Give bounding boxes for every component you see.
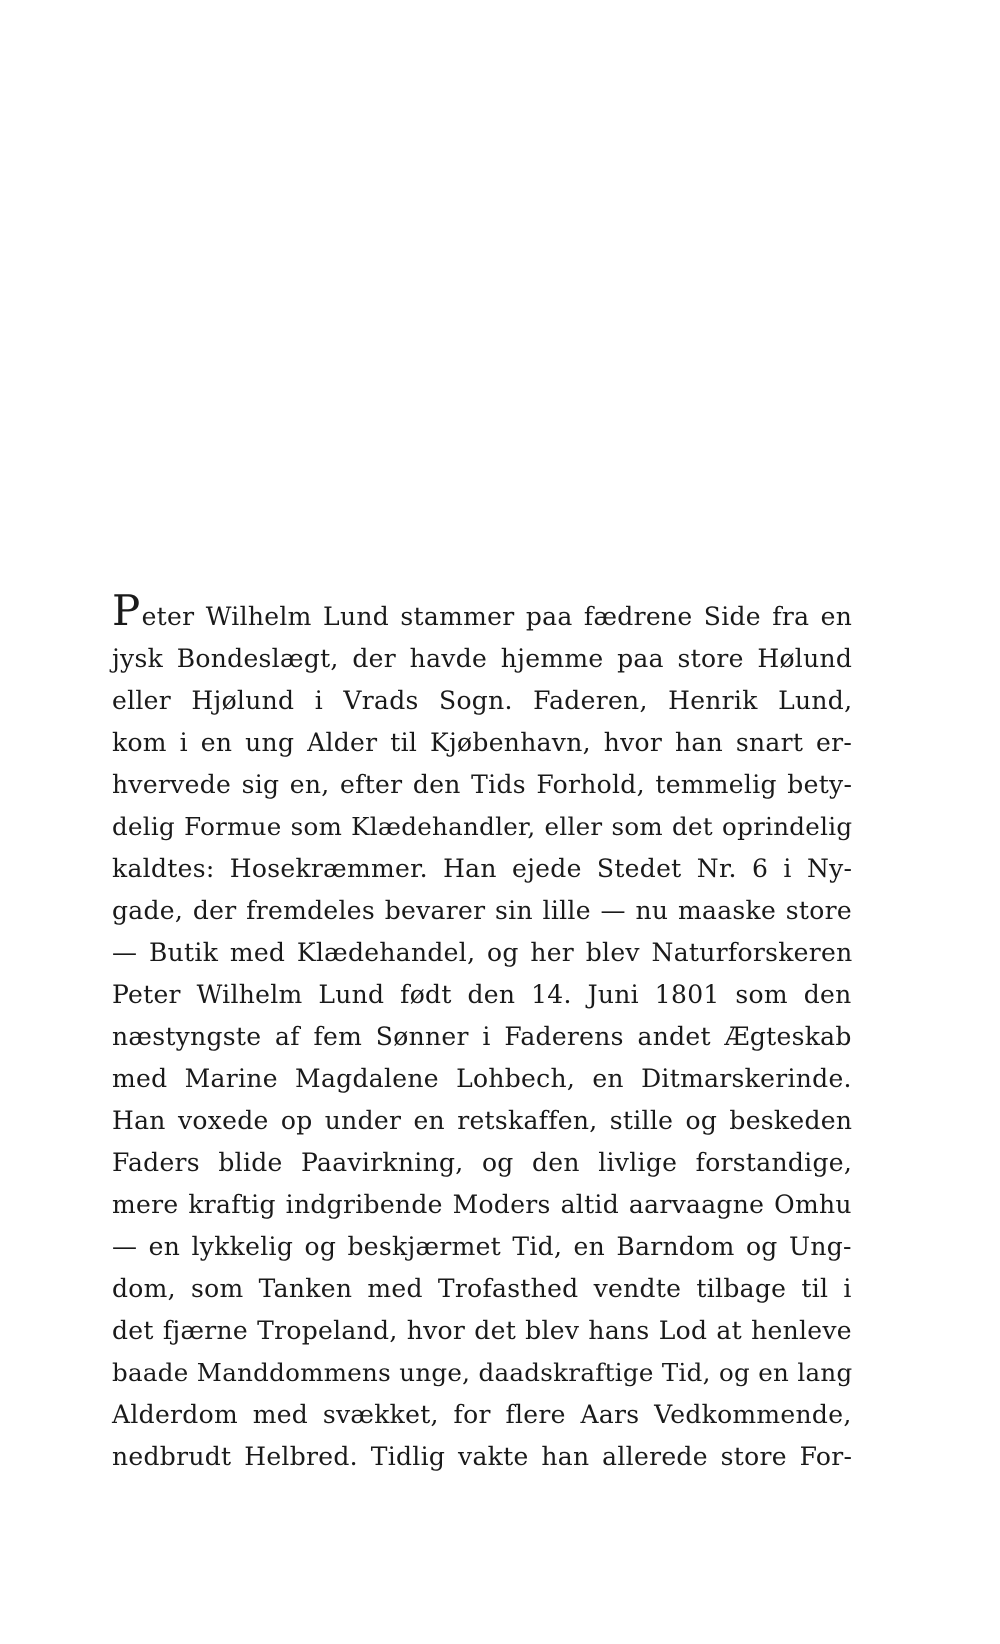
text-line: — en lykkelig og beskjærmet Tid, en Barndom og Ung-: [112, 1232, 852, 1261]
body-text: [112, 586, 853, 1478]
text-line: næstyngste af fem Sønner i Faderens andet Ægteskab: [112, 1022, 852, 1051]
text-line: — Butik med Klædehandel, og her blev Naturforskeren: [112, 938, 853, 967]
text-line: dom, som Tanken med Trofasthed vendte tilbage til i: [112, 1274, 852, 1303]
text-line: delig Formue som Klædehandler, eller som det oprindelig: [112, 812, 853, 841]
text-line: gade, der fremdeles bevarer sin lille — nu maaske store: [112, 896, 852, 925]
text-line: Faders blide Paavirkning, og den livlige forstandige,: [112, 1148, 853, 1177]
text-line: nedbrudt Helbred. Tidlig vakte han allerede store For-: [112, 1442, 853, 1471]
text-line: eller Hjølund i Vrads Sogn. Faderen, Henrik Lund,: [112, 686, 853, 715]
text-line: Alderdom med svækket, for flere Aars Vedkommende,: [112, 1400, 852, 1429]
text-line: Han voxede op under en retskaffen, stille og beskeden: [112, 1106, 853, 1135]
text-line: jysk Bondeslægt, der havde hjemme paa store Hølund: [112, 644, 853, 673]
initial-letter: P: [112, 586, 141, 635]
text-line: [112, 586, 853, 638]
text-line: mere kraftig indgribende Moders altid aarvaagne Omhu: [112, 1190, 852, 1219]
text-line: det fjærne Tropeland, hvor det blev hans Lod at henleve: [112, 1316, 852, 1345]
first-line-text: eter Wilhelm Lund stammer paa fædrene Side fra en: [141, 602, 853, 631]
text-line: kaldtes: Hosekræmmer. Han ejede Stedet Nr. 6 i Ny-: [112, 854, 853, 883]
text-line: med Marine Magdalene Lohbech, en Ditmarskerinde.: [112, 1064, 852, 1093]
text-line: Peter Wilhelm Lund født den 14. Juni 1801 som den: [112, 980, 852, 1009]
text-line: baade Manddommens unge, daadskraftige Tid, og en lang: [112, 1358, 853, 1387]
text-line: hvervede sig en, efter den Tids Forhold, temmelig bety-: [112, 770, 853, 799]
text-line: kom i en ung Alder til Kjøbenhavn, hvor han snart er-: [112, 728, 853, 757]
